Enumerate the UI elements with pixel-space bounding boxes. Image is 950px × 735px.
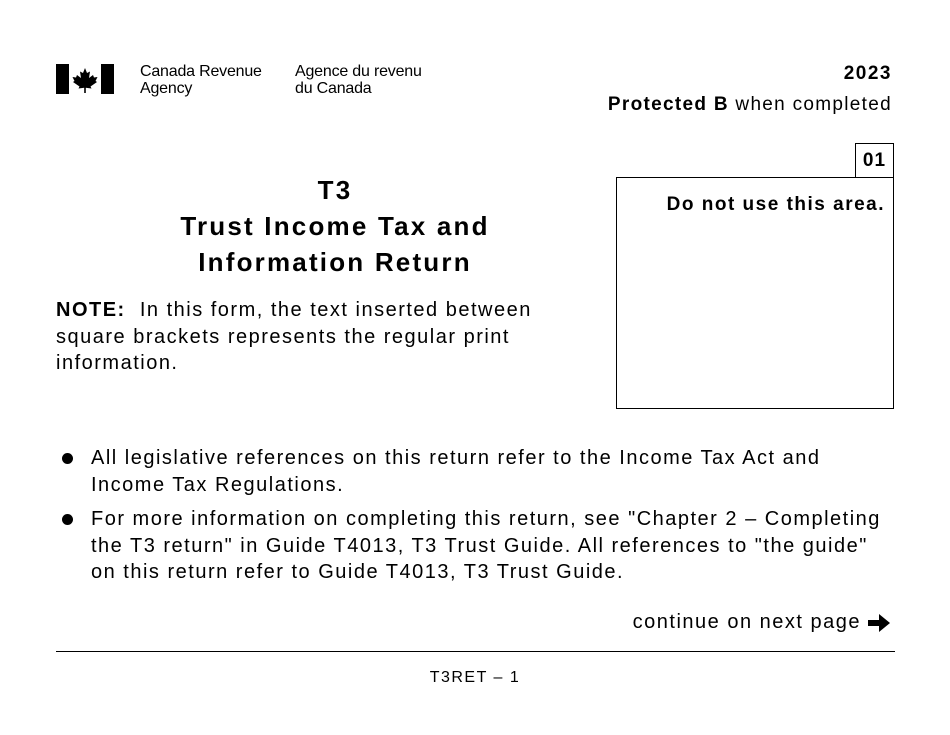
protected-notice — [608, 94, 892, 116]
agency-en-line2: Agency — [140, 80, 193, 97]
note-paragraph — [56, 297, 601, 377]
page-title — [140, 172, 530, 280]
bullet-text: For more information on completing this return, see "Chapter 2 – Completing the T3 return" in Guide T4013, T3 Trust Guide. All references to "the guide" on this return refer to Guide T4013, T3 Trust Guide. — [91, 508, 881, 583]
bullet-text: All legislative references on this return refer to the Income Tax Act and Income Tax Regulations. — [91, 447, 821, 496]
list-item — [56, 506, 886, 586]
note-label: NOTE: — [56, 299, 126, 321]
reserved-area-box — [616, 177, 894, 409]
canada-flag-icon — [56, 64, 114, 94]
title-line-2: Trust Income Tax and — [180, 211, 490, 241]
title-line-3: Information Return — [198, 247, 472, 277]
note-text: In this form, the text inserted between square brackets represents the regular print information. — [56, 299, 539, 374]
protected-suffix: when completed — [728, 94, 892, 115]
agency-fr-line1: Agence du revenu — [295, 63, 422, 80]
reserved-area-text: Do not use this area. — [666, 194, 885, 215]
protected-label: Protected B — [607, 94, 729, 115]
agency-en-line1: Canada Revenue — [140, 63, 262, 80]
bullet-icon — [62, 514, 73, 525]
title-form-number: T3 — [317, 175, 353, 205]
footer-form-code: T3RET – 1 — [429, 669, 521, 686]
agency-fr-line2: du Canada — [295, 80, 372, 97]
continue-next-page — [633, 611, 892, 634]
footer-divider — [56, 651, 895, 652]
continue-label: continue on next page — [632, 611, 861, 633]
reserved-area-code: 01 — [855, 143, 894, 177]
arrow-right-icon — [866, 612, 892, 634]
form-year: 2023 — [843, 63, 892, 84]
agency-name-french — [295, 63, 422, 97]
bullet-icon — [62, 453, 73, 464]
agency-name-english — [140, 63, 262, 97]
list-item — [56, 445, 886, 498]
